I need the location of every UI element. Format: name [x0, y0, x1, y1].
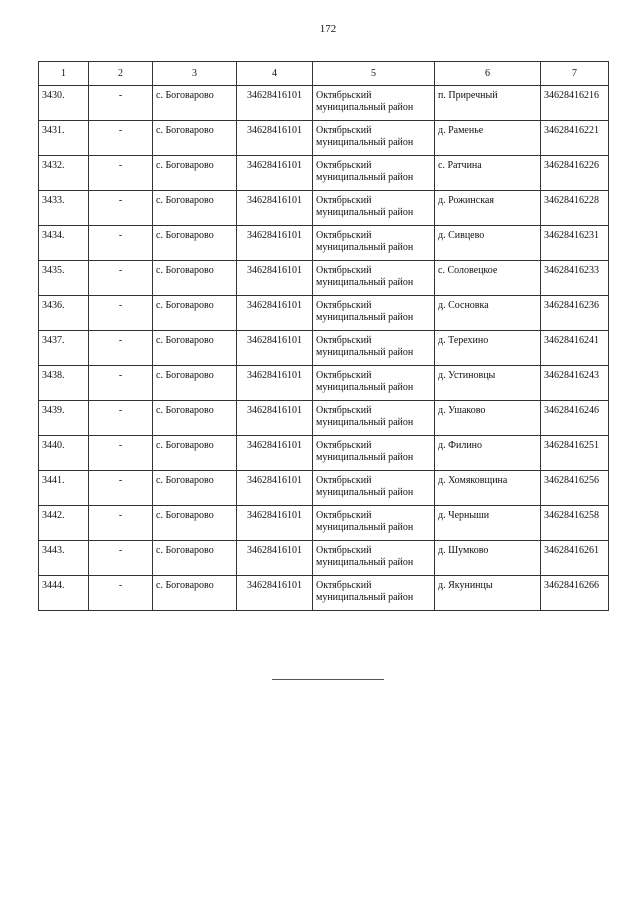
- cell-locality: [435, 121, 541, 156]
- cell-col2: [89, 471, 153, 506]
- cell-settlement-text: с. Боговарово: [156, 90, 214, 101]
- cell-locality-text: д. Сивцево: [438, 230, 485, 241]
- cell-number: [39, 191, 89, 226]
- cell-locality-code-text: 34628416246: [544, 405, 599, 416]
- cell-district: [313, 506, 435, 541]
- cell-settlement: [153, 541, 237, 576]
- cell-locality: [435, 156, 541, 191]
- cell-locality-code-text: 34628416261: [544, 545, 599, 556]
- cell-district-text: муниципальный район: [316, 102, 414, 113]
- cell-locality: [435, 541, 541, 576]
- cell-district-text: Октябрьский: [316, 440, 372, 451]
- cell-col2-text: -: [118, 475, 123, 486]
- cell-locality-text: д. Сосновка: [438, 300, 489, 311]
- cell-number: [39, 331, 89, 366]
- cell-number-text: 3442.: [42, 510, 65, 521]
- table-row: [39, 471, 609, 506]
- cell-number: [39, 156, 89, 191]
- cell-number-text: 3434.: [42, 230, 65, 241]
- table-body: [39, 86, 609, 611]
- cell-locality-code-text: 34628416243: [544, 370, 599, 381]
- table-row: [39, 436, 609, 471]
- cell-settlement: [153, 401, 237, 436]
- table-row: [39, 366, 609, 401]
- header-cell: 7: [541, 62, 609, 86]
- cell-locality: [435, 506, 541, 541]
- cell-col2: [89, 261, 153, 296]
- cell-settlement-code: [237, 436, 313, 471]
- cell-locality-text: д. Хомяковщина: [438, 475, 508, 486]
- cell-settlement-text: с. Боговарово: [156, 510, 214, 521]
- cell-settlement-code: [237, 296, 313, 331]
- cell-district: [313, 401, 435, 436]
- cell-locality-text: с. Ратчина: [438, 160, 482, 171]
- cell-district-text: муниципальный район: [316, 277, 414, 288]
- cell-settlement-code: [237, 261, 313, 296]
- cell-settlement: [153, 296, 237, 331]
- cell-district-text: Октябрьский: [316, 335, 372, 346]
- cell-number-text: 3438.: [42, 370, 65, 381]
- cell-number: [39, 86, 89, 121]
- cell-number-text: 3444.: [42, 580, 65, 591]
- cell-col2-text: -: [118, 335, 123, 346]
- cell-district-text: муниципальный район: [316, 487, 414, 498]
- cell-district: [313, 191, 435, 226]
- cell-locality-code-text: 34628416216: [544, 90, 599, 101]
- cell-number: [39, 261, 89, 296]
- cell-district-text: Октябрьский: [316, 125, 372, 136]
- table-row: [39, 121, 609, 156]
- cell-col2: [89, 121, 153, 156]
- cell-district-text: Октябрьский: [316, 230, 372, 241]
- cell-settlement-text: с. Боговарово: [156, 230, 214, 241]
- cell-settlement-code: [237, 401, 313, 436]
- cell-district: [313, 261, 435, 296]
- cell-locality-code: [541, 401, 609, 436]
- table-row: [39, 541, 609, 576]
- cell-district-text: муниципальный район: [316, 522, 414, 533]
- table-row: [39, 226, 609, 261]
- cell-locality: [435, 86, 541, 121]
- cell-district-text: Октябрьский: [316, 475, 372, 486]
- cell-settlement-code-text: 34628416101: [247, 440, 302, 451]
- cell-locality: [435, 226, 541, 261]
- cell-district: [313, 331, 435, 366]
- cell-district-text: муниципальный район: [316, 417, 414, 428]
- table-row: [39, 331, 609, 366]
- cell-number: [39, 506, 89, 541]
- cell-number-text: 3440.: [42, 440, 65, 451]
- table-row: [39, 401, 609, 436]
- cell-locality: [435, 331, 541, 366]
- cell-settlement-text: с. Боговарово: [156, 440, 214, 451]
- cell-district-text: муниципальный район: [316, 592, 414, 603]
- cell-col2: [89, 296, 153, 331]
- cell-locality-code-text: 34628416228: [544, 195, 599, 206]
- cell-district-text: муниципальный район: [316, 242, 414, 253]
- cell-number-text: 3436.: [42, 300, 65, 311]
- cell-locality: [435, 471, 541, 506]
- cell-district-text: Октябрьский: [316, 265, 372, 276]
- cell-settlement-text: с. Боговарово: [156, 300, 214, 311]
- cell-settlement-code: [237, 86, 313, 121]
- cell-locality-code-text: 34628416256: [544, 475, 599, 486]
- cell-settlement-code: [237, 576, 313, 611]
- cell-district: [313, 436, 435, 471]
- cell-number: [39, 471, 89, 506]
- cell-locality-text: п. Приречный: [438, 90, 498, 101]
- cell-settlement-code-text: 34628416101: [247, 335, 302, 346]
- cell-settlement-code-text: 34628416101: [247, 230, 302, 241]
- cell-district-text: Октябрьский: [316, 545, 372, 556]
- cell-settlement: [153, 366, 237, 401]
- cell-district-text: Октябрьский: [316, 90, 372, 101]
- cell-district-text: муниципальный район: [316, 172, 414, 183]
- cell-number-text: 3437.: [42, 335, 65, 346]
- cell-col2: [89, 226, 153, 261]
- cell-settlement-code-text: 34628416101: [247, 475, 302, 486]
- cell-locality-code-text: 34628416236: [544, 300, 599, 311]
- cell-locality-code: [541, 506, 609, 541]
- cell-number-text: 3441.: [42, 475, 65, 486]
- cell-settlement: [153, 506, 237, 541]
- cell-settlement-text: с. Боговарово: [156, 265, 214, 276]
- cell-locality-code: [541, 191, 609, 226]
- cell-settlement-text: с. Боговарово: [156, 580, 214, 591]
- cell-settlement-text: с. Боговарово: [156, 405, 214, 416]
- cell-district-text: муниципальный район: [316, 347, 414, 358]
- cell-district-text: муниципальный район: [316, 207, 414, 218]
- cell-locality-code: [541, 86, 609, 121]
- cell-number: [39, 541, 89, 576]
- cell-district-text: Октябрьский: [316, 405, 372, 416]
- header-cell: 6: [435, 62, 541, 86]
- cell-district-text: Октябрьский: [316, 580, 372, 591]
- cell-settlement-text: с. Боговарово: [156, 370, 214, 381]
- cell-locality: [435, 261, 541, 296]
- header-cell: 1: [39, 62, 89, 86]
- cell-locality: [435, 296, 541, 331]
- cell-locality: [435, 401, 541, 436]
- cell-settlement: [153, 121, 237, 156]
- cell-number: [39, 436, 89, 471]
- cell-number-text: 3439.: [42, 405, 65, 416]
- table-row: [39, 506, 609, 541]
- cell-locality-code: [541, 576, 609, 611]
- cell-locality-text: д. Шумково: [438, 545, 489, 556]
- cell-district-text: Октябрьский: [316, 370, 372, 381]
- cell-col2-text: -: [118, 160, 123, 171]
- cell-col2-text: -: [118, 90, 123, 101]
- cell-col2: [89, 506, 153, 541]
- cell-locality-code: [541, 156, 609, 191]
- cell-district-text: Октябрьский: [316, 195, 372, 206]
- cell-col2-text: -: [118, 545, 123, 556]
- cell-locality-text: д. Рожинская: [438, 195, 494, 206]
- cell-settlement: [153, 436, 237, 471]
- cell-number-text: 3431.: [42, 125, 65, 136]
- cell-locality-code-text: 34628416231: [544, 230, 599, 241]
- cell-settlement: [153, 226, 237, 261]
- cell-settlement-code-text: 34628416101: [247, 370, 302, 381]
- cell-settlement-text: с. Боговарово: [156, 195, 214, 206]
- cell-settlement: [153, 156, 237, 191]
- cell-col2-text: -: [118, 510, 123, 521]
- cell-settlement-code: [237, 506, 313, 541]
- cell-col2-text: -: [118, 230, 123, 241]
- cell-district: [313, 541, 435, 576]
- cell-settlement-code: [237, 471, 313, 506]
- page-number: 172: [319, 23, 337, 35]
- cell-col2-text: -: [118, 440, 123, 451]
- cell-settlement-text: с. Боговарово: [156, 545, 214, 556]
- cell-col2: [89, 331, 153, 366]
- table-header: [39, 62, 609, 86]
- cell-settlement-code-text: 34628416101: [247, 265, 302, 276]
- cell-col2: [89, 436, 153, 471]
- cell-number: [39, 366, 89, 401]
- table-row: [39, 86, 609, 121]
- cell-locality-text: д. Якунинцы: [438, 580, 493, 591]
- cell-settlement-code: [237, 226, 313, 261]
- cell-locality-text: д. Черныши: [438, 510, 490, 521]
- cell-number-text: 3430.: [42, 90, 65, 101]
- cell-locality-code-text: 34628416266: [544, 580, 599, 591]
- cell-settlement-code-text: 34628416101: [247, 545, 302, 556]
- cell-locality-code: [541, 436, 609, 471]
- cell-settlement-code-text: 34628416101: [247, 405, 302, 416]
- cell-number-text: 3432.: [42, 160, 65, 171]
- cell-district: [313, 156, 435, 191]
- cell-col2: [89, 86, 153, 121]
- cell-settlement-text: с. Боговарово: [156, 125, 214, 136]
- cell-settlement-code: [237, 191, 313, 226]
- cell-col2: [89, 191, 153, 226]
- cell-locality-text: д. Терехино: [438, 335, 489, 346]
- cell-number: [39, 226, 89, 261]
- cell-number-text: 3443.: [42, 545, 65, 556]
- cell-district-text: Октябрьский: [316, 160, 372, 171]
- cell-settlement-text: с. Боговарово: [156, 160, 214, 171]
- cell-col2-text: -: [118, 125, 123, 136]
- cell-locality-code: [541, 366, 609, 401]
- cell-locality-code: [541, 121, 609, 156]
- cell-locality-code: [541, 226, 609, 261]
- cell-number-text: 3435.: [42, 265, 65, 276]
- cell-district: [313, 86, 435, 121]
- cell-district-text: Октябрьский: [316, 510, 372, 521]
- cell-settlement: [153, 86, 237, 121]
- cell-settlement-text: с. Боговарово: [156, 335, 214, 346]
- cell-locality-text: д. Филино: [438, 440, 483, 451]
- cell-settlement-code-text: 34628416101: [247, 125, 302, 136]
- cell-locality-text: д. Раменье: [438, 125, 484, 136]
- cell-locality: [435, 191, 541, 226]
- table-row: [39, 156, 609, 191]
- cell-locality-code: [541, 261, 609, 296]
- cell-district: [313, 471, 435, 506]
- cell-settlement-code-text: 34628416101: [247, 90, 302, 101]
- cell-settlement: [153, 331, 237, 366]
- cell-settlement-code: [237, 366, 313, 401]
- table-row: [39, 191, 609, 226]
- cell-district-text: муниципальный район: [316, 452, 414, 463]
- cell-locality-code: [541, 296, 609, 331]
- cell-col2-text: -: [118, 405, 123, 416]
- cell-district-text: Октябрьский: [316, 300, 372, 311]
- cell-locality-code-text: 34628416221: [544, 125, 599, 136]
- header-row: [39, 62, 609, 86]
- table-row: [39, 576, 609, 611]
- cell-settlement: [153, 576, 237, 611]
- cell-settlement-code: [237, 541, 313, 576]
- cell-col2-text: -: [118, 300, 123, 311]
- cell-locality-code: [541, 471, 609, 506]
- cell-settlement-code-text: 34628416101: [247, 195, 302, 206]
- cell-locality-code: [541, 331, 609, 366]
- cell-settlement-code-text: 34628416101: [247, 580, 302, 591]
- header-cell: 4: [237, 62, 313, 86]
- cell-settlement-code-text: 34628416101: [247, 300, 302, 311]
- header-cell: 2: [89, 62, 153, 86]
- cell-col2-text: -: [118, 580, 123, 591]
- cell-number: [39, 576, 89, 611]
- registry-table: [38, 61, 609, 611]
- cell-col2: [89, 401, 153, 436]
- cell-settlement-text: с. Боговарово: [156, 475, 214, 486]
- cell-settlement: [153, 471, 237, 506]
- cell-district-text: муниципальный район: [316, 557, 414, 568]
- cell-col2-text: -: [118, 370, 123, 381]
- cell-district: [313, 121, 435, 156]
- cell-settlement-code-text: 34628416101: [247, 510, 302, 521]
- table-row: [39, 296, 609, 331]
- cell-locality-code-text: 34628416251: [544, 440, 599, 451]
- cell-number: [39, 121, 89, 156]
- cell-settlement: [153, 191, 237, 226]
- cell-district: [313, 296, 435, 331]
- cell-col2: [89, 156, 153, 191]
- cell-locality-code-text: 34628416233: [544, 265, 599, 276]
- cell-number: [39, 401, 89, 436]
- cell-locality-code-text: 34628416258: [544, 510, 599, 521]
- cell-locality: [435, 436, 541, 471]
- cell-col2: [89, 366, 153, 401]
- cell-col2-text: -: [118, 265, 123, 276]
- cell-locality: [435, 576, 541, 611]
- cell-col2: [89, 576, 153, 611]
- header-cell: 3: [153, 62, 237, 86]
- cell-locality-code-text: 34628416241: [544, 335, 599, 346]
- cell-locality-code-text: 34628416226: [544, 160, 599, 171]
- cell-district: [313, 576, 435, 611]
- cell-district: [313, 366, 435, 401]
- cell-district-text: муниципальный район: [316, 312, 414, 323]
- cell-locality: [435, 366, 541, 401]
- table-row: [39, 261, 609, 296]
- cell-locality-text: д. Ушаково: [438, 405, 486, 416]
- cell-district-text: муниципальный район: [316, 382, 414, 393]
- cell-col2: [89, 541, 153, 576]
- cell-district-text: муниципальный район: [316, 137, 414, 148]
- cell-settlement-code-text: 34628416101: [247, 160, 302, 171]
- header-cell: 5: [313, 62, 435, 86]
- cell-locality-text: с. Соловецкое: [438, 265, 498, 276]
- end-divider: [272, 679, 384, 680]
- cell-locality-code: [541, 541, 609, 576]
- cell-settlement-code: [237, 156, 313, 191]
- cell-col2-text: -: [118, 195, 123, 206]
- cell-number-text: 3433.: [42, 195, 65, 206]
- cell-settlement: [153, 261, 237, 296]
- cell-settlement-code: [237, 121, 313, 156]
- cell-district: [313, 226, 435, 261]
- cell-locality-text: д. Устиновцы: [438, 370, 496, 381]
- cell-settlement-code: [237, 331, 313, 366]
- cell-number: [39, 296, 89, 331]
